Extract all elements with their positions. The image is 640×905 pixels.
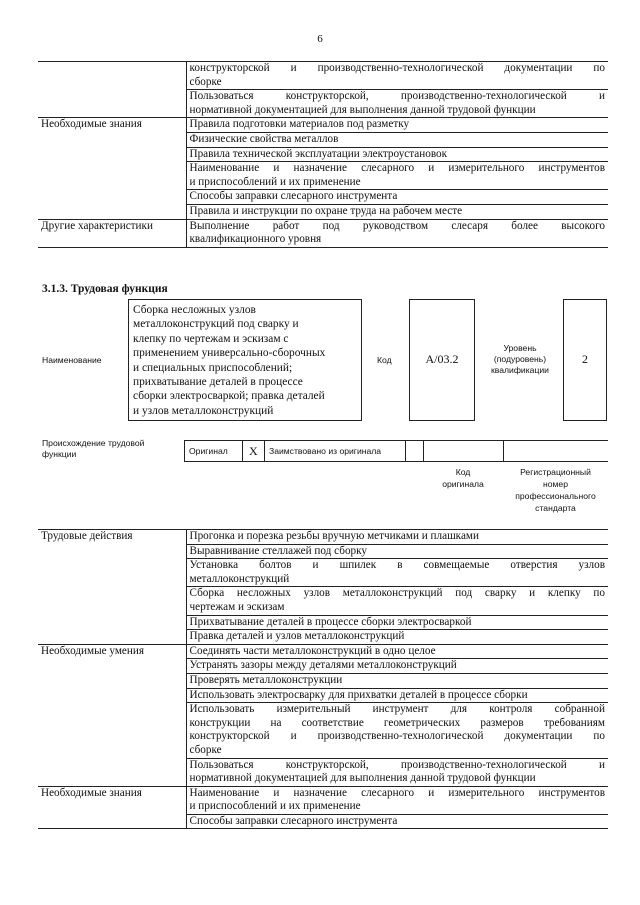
table-cell [186,559,608,587]
row-group-label: Трудовые действия [38,530,186,645]
cell-line: Пользоваться конструкторской, производственно-технологической и [189,758,605,771]
table-row [38,786,608,814]
cell-line: Способы заправки слесарного инструмента [189,190,398,203]
cell-line: Выполнение работ под руководством слесаря более высокого [189,219,605,232]
origin-spacer-cell [405,441,423,461]
cell-line: Проверять металлоконструкции [189,673,343,686]
section-heading: 3.1.3. Трудовая функция [42,283,168,295]
cell-line: квалификационного уровня [189,233,322,246]
origin-checkmark: X [242,441,264,461]
function-name-line: и специальных приспособлений; [133,361,293,374]
table-cell [186,204,608,219]
name-label: Наименование [42,355,102,365]
cell-line: металлоконструкций [189,572,290,585]
table-cell [186,673,608,688]
cell-line: Правила и инструкции по охране труда на рабочем месте [189,204,463,217]
table-row [38,644,608,659]
cell-line: Наименование и назначение слесарного и измерительного инструментов [189,162,605,175]
cell-line: конструкторской и производственно-технологической документации по [189,62,605,74]
function-name-line: применением универсально-сборочных [133,347,326,360]
function-name-line: клепку по чертежам и эскизам с [133,332,289,345]
table-cell [186,62,608,90]
origin-code-cell [423,441,503,461]
function-name-line: Сборка несложных узлов [133,304,256,316]
cell-line: сборке [189,75,222,88]
page-number: 6 [317,33,323,45]
cell-line: сборке [189,743,222,756]
table-cell [186,688,608,703]
function-name-line: сборки электросваркой; правка деталей [133,390,325,403]
row-group-label: Необходимые знания [38,786,186,829]
cell-line: Правка деталей и узлов металлоконструкций [189,630,405,643]
level-label: Уровень (подуровень) квалификации [491,343,549,375]
cell-line: конструкции на соответствие геометрических размеров требованиям [189,716,605,729]
cell-line: Наименование и назначение слесарного и измерительного инструментов [189,786,605,799]
table-cell [186,147,608,162]
row-group-label [38,62,186,118]
table-cell [186,703,608,758]
cell-line: Установка болтов и шпилек в совмещаемые отверстия узлов [189,559,605,572]
origin-code-caption: Код оригинала [442,467,484,489]
function-name-box [128,299,362,421]
cell-line: нормативной документацией для выполнения данной трудовой функции [189,103,536,116]
cell-line: Использовать измерительный инструмент для контроля собранной [189,703,605,716]
table-cell [186,758,608,786]
table-cell [186,90,608,118]
function-name-line: металлоконструкций под сварку и [133,318,299,331]
table-cell [186,118,608,133]
table-cell [186,190,608,205]
level-value: 2 [563,299,607,421]
cell-line: и приспособлений и их применение [189,175,361,188]
row-group-label: Необходимые умения [38,644,186,786]
cell-line: чертежам и эскизам [189,600,285,613]
cell-line: Прогонка и порезка резьбы вручную метчиками и плашками [189,530,479,542]
row-group-label: Необходимые знания [38,118,186,219]
cell-line: Правила подготовки материалов под разметку [189,118,410,131]
cell-line: конструкторской и производственно-технологической документации по [189,730,605,743]
cell-line: Физические свойства металлов [189,132,339,145]
cell-line: Соединять части металлоконструкций в одно целое [189,644,436,657]
origin-borrowed-label: Заимствовано из оригинала [264,441,405,461]
table-row [38,219,608,247]
table-cell [186,587,608,615]
origin-label: Происхождение трудовой функции [42,438,145,459]
cell-line: Пользоваться конструкторской, производственно-технологической и [189,90,605,103]
cell-line: нормативной документацией для выполнения данной трудовой функции [189,772,536,785]
cell-line: Способы заправки слесарного инструмента [189,814,398,827]
row-group-label: Другие характеристики [38,219,186,247]
table-cell [186,786,608,814]
code-label: Код [377,355,392,365]
cell-line: Прихватывание деталей в процессе сборки электросваркой [189,615,472,628]
top-requirements-table [38,61,608,248]
table-row [38,62,608,90]
table-cell [186,530,608,545]
origin-row [184,440,608,462]
function-name-line: прихватывание деталей в процессе [133,376,303,389]
origin-reg-cell [503,441,608,461]
origin-reg-caption: Регистрационный номер профессионального стандарта [515,467,596,513]
table-cell [186,644,608,659]
origin-original-label: Оригинал [184,441,242,461]
table-cell [186,219,608,247]
cell-line: Выравнивание стеллажей под сборку [189,544,368,557]
cell-line: Использовать электросварку для прихватки деталей в процессе сборки [189,688,528,701]
bottom-requirements-table [38,529,608,829]
cell-line: Правила технической эксплуатации электроустановок [189,147,448,160]
cell-line: и приспособлений и их применение [189,800,361,813]
table-cell [186,814,608,829]
table-cell [186,630,608,645]
table-row [38,118,608,133]
table-cell [186,544,608,559]
table-cell [186,659,608,674]
function-name-line: и узлов металлоконструкций [133,404,274,417]
code-value: А/03.2 [409,299,475,421]
table-row [38,530,608,545]
cell-line: Сборка несложных узлов металлоконструкций под сварку и клепку по [189,587,605,600]
table-cell [186,615,608,630]
table-cell [186,132,608,147]
cell-line: Устранять зазоры между деталями металлоконструкций [189,659,457,672]
table-cell [186,162,608,190]
